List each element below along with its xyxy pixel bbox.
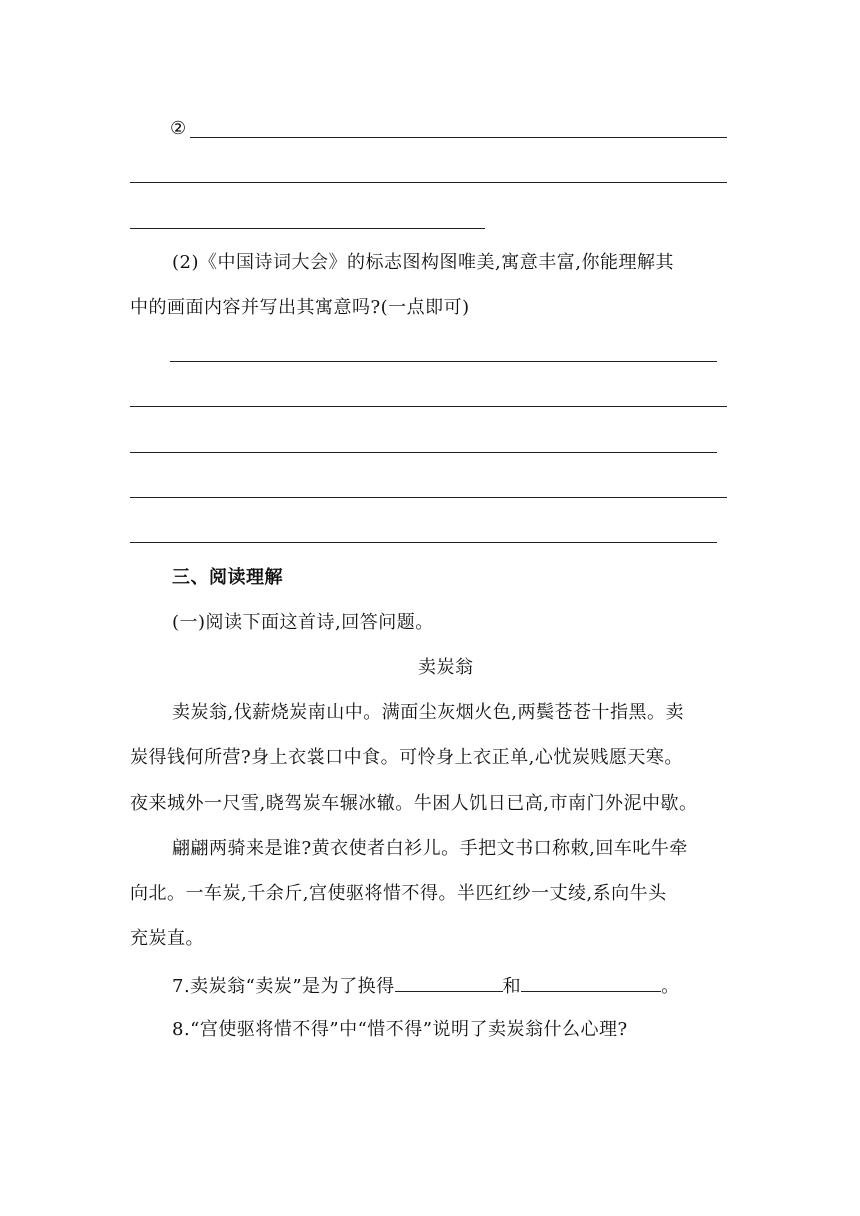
poem-line: 向北。一车炭,千余斤,宫使驱将惜不得。半匹红纱一丈绫,系向牛头	[130, 883, 667, 904]
answer-line[interactable]	[130, 228, 485, 229]
question-7-prefix: 7.卖炭翁“卖炭”是为了换得	[172, 976, 395, 997]
poem-line: 翩翩两骑来是谁?黄衣使者白衫儿。手把文书口称敕,回车叱牛牵	[172, 838, 688, 859]
answer-line[interactable]	[130, 497, 727, 498]
answer-marker: ②	[170, 118, 187, 139]
answer-line[interactable]	[130, 406, 727, 407]
question-2-line-1: (2)《中国诗词大会》的标志图构图唯美,寓意丰富,你能理解其	[172, 252, 674, 273]
poem-line: 卖炭翁,伐薪烧炭南山中。满面尘灰烟火色,两鬓苍苍十指黑。卖	[172, 702, 684, 723]
answer-line[interactable]	[130, 542, 717, 543]
question-7-suffix: 。	[661, 976, 680, 997]
answer-line[interactable]	[190, 137, 727, 138]
reading-instruction: (一)阅读下面这首诗,回答问题。	[172, 612, 434, 633]
section-heading: 三、阅读理解	[172, 567, 283, 588]
answer-blank[interactable]	[521, 973, 661, 992]
answer-line[interactable]	[130, 452, 717, 453]
question-7	[172, 973, 680, 998]
answer-line[interactable]	[170, 361, 717, 362]
question-7-middle: 和	[502, 976, 522, 997]
poem-line: 充炭直。	[130, 928, 204, 949]
poem-line: 炭得钱何所营?身上衣裳口中食。可怜身上衣正单,心忧炭贱愿天寒。	[130, 747, 683, 768]
question-2-line-2: 中的画面内容并写出其寓意吗?(一点即可)	[130, 297, 470, 318]
poem-line: 夜来城外一尺雪,晓驾炭车辗冰辙。牛困人饥日已高,市南门外泥中歇。	[130, 793, 698, 814]
answer-line[interactable]	[130, 182, 727, 183]
answer-blank[interactable]	[395, 973, 503, 992]
poem-title: 卖炭翁	[418, 657, 474, 678]
question-8: 8.“宫使驱将惜不得”中“惜不得”说明了卖炭翁什么心理?	[172, 1019, 628, 1040]
